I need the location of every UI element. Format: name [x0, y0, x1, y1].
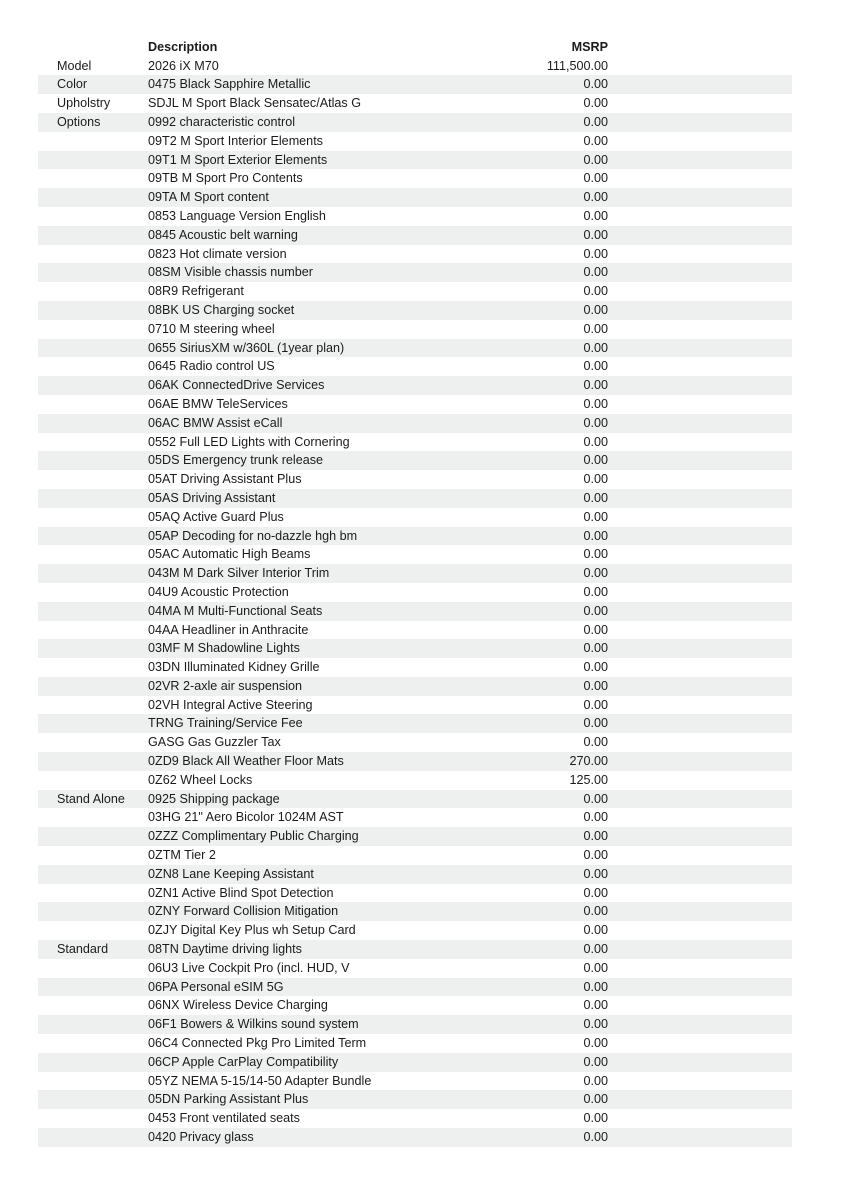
row-description: 06F1 Bowers & Wilkins sound system [148, 1017, 359, 1032]
row-msrp: 0.00 [583, 716, 608, 731]
row-msrp: 0.00 [583, 641, 608, 656]
row-description: 0ZD9 Black All Weather Floor Mats [148, 754, 344, 769]
row-section-label: Color [57, 77, 88, 92]
row-msrp: 0.00 [583, 114, 608, 129]
row-msrp: 125.00 [569, 772, 608, 787]
row-msrp: 0.00 [583, 321, 608, 336]
table-row [38, 771, 792, 790]
row-description: 06PA Personal eSIM 5G [148, 979, 284, 994]
row-msrp: 0.00 [583, 171, 608, 186]
table-row [38, 921, 792, 940]
table-row [38, 357, 792, 376]
row-msrp: 0.00 [583, 1036, 608, 1051]
row-description: 0552 Full LED Lights with Cornering [148, 434, 350, 449]
row-description: 0ZZZ Complimentary Public Charging [148, 829, 359, 844]
table-row [38, 865, 792, 884]
row-msrp: 0.00 [583, 77, 608, 92]
row-description: 05YZ NEMA 5-15/14-50 Adapter Bundle [148, 1073, 372, 1088]
row-msrp: 0.00 [583, 584, 608, 599]
table-row [38, 978, 792, 997]
table-row [38, 113, 792, 132]
row-description: TRNG Training/Service Fee [148, 716, 303, 731]
row-msrp: 0.00 [583, 152, 608, 167]
row-description: 0Z62 Wheel Locks [148, 772, 253, 787]
row-msrp: 111,500.00 [546, 58, 608, 73]
row-description: 0710 M steering wheel [148, 321, 275, 336]
row-msrp: 0.00 [583, 1017, 608, 1032]
table-row [38, 57, 792, 76]
row-msrp: 0.00 [583, 697, 608, 712]
row-msrp: 0.00 [583, 96, 608, 111]
row-description: 05DS Emergency trunk release [148, 453, 323, 468]
row-description: 09TA M Sport content [148, 190, 269, 205]
table-row [38, 884, 792, 903]
row-description: 0420 Privacy glass [148, 1130, 254, 1145]
table-row [38, 226, 792, 245]
row-msrp: 0.00 [583, 885, 608, 900]
row-msrp: 0.00 [583, 378, 608, 393]
row-msrp: 0.00 [583, 547, 608, 562]
table-row [38, 1090, 792, 1109]
row-msrp: 0.00 [583, 472, 608, 487]
row-msrp: 0.00 [583, 866, 608, 881]
row-msrp: 0.00 [583, 1111, 608, 1126]
row-msrp: 0.00 [583, 1054, 608, 1069]
row-msrp: 0.00 [583, 829, 608, 844]
table-row [38, 508, 792, 527]
table-row [38, 545, 792, 564]
row-description: 0992 characteristic control [148, 114, 295, 129]
table-row [38, 902, 792, 921]
row-msrp: 0.00 [583, 246, 608, 261]
row-msrp: 0.00 [583, 848, 608, 863]
row-description: 02VR 2-axle air suspension [148, 678, 303, 693]
row-description: 06AK ConnectedDrive Services [148, 378, 325, 393]
row-msrp: 0.00 [583, 265, 608, 280]
row-description: 03DN Illuminated Kidney Grille [148, 660, 320, 675]
table-row [38, 790, 792, 809]
table-row [38, 94, 792, 113]
row-msrp: 0.00 [583, 904, 608, 919]
row-msrp: 0.00 [583, 660, 608, 675]
row-msrp: 0.00 [583, 208, 608, 223]
row-msrp: 0.00 [583, 415, 608, 430]
table-row [38, 263, 792, 282]
row-msrp: 0.00 [583, 960, 608, 975]
row-description: 0845 Acoustic belt warning [148, 227, 298, 242]
row-msrp: 0.00 [583, 735, 608, 750]
row-description: 04U9 Acoustic Protection [148, 584, 289, 599]
table-row [38, 1053, 792, 1072]
row-msrp: 0.00 [583, 998, 608, 1013]
table-row [38, 940, 792, 959]
column-header-msrp: MSRP [571, 39, 608, 54]
row-msrp: 0.00 [583, 359, 608, 374]
row-msrp: 0.00 [583, 678, 608, 693]
row-description: 0ZNY Forward Collision Mitigation [148, 904, 339, 919]
row-msrp: 0.00 [583, 133, 608, 148]
row-description: 08SM Visible chassis number [148, 265, 313, 280]
row-msrp: 0.00 [583, 190, 608, 205]
table-row [38, 489, 792, 508]
row-description: 2026 iX M70 [148, 58, 219, 73]
row-msrp: 0.00 [583, 1092, 608, 1107]
table-row [38, 395, 792, 414]
table-row [38, 451, 792, 470]
table-row [38, 151, 792, 170]
row-section-label: Standard [57, 942, 109, 957]
row-description: 0823 Hot climate version [148, 246, 287, 261]
row-description: 09TB M Sport Pro Contents [148, 171, 303, 186]
row-description: 0853 Language Version English [148, 208, 326, 223]
row-msrp: 270.00 [569, 754, 608, 769]
row-msrp: 0.00 [583, 566, 608, 581]
table-row [38, 207, 792, 226]
table-row [38, 808, 792, 827]
row-description: 0645 Radio control US [148, 359, 275, 374]
row-msrp: 0.00 [583, 434, 608, 449]
table-rows [38, 57, 792, 1147]
row-description: 05AQ Active Guard Plus [148, 509, 284, 524]
column-header-description: Description [148, 39, 218, 54]
table-row [38, 677, 792, 696]
row-description: 08BK US Charging socket [148, 302, 295, 317]
row-description: 04AA Headliner in Anthracite [148, 622, 309, 637]
table-row [38, 827, 792, 846]
row-msrp: 0.00 [583, 340, 608, 355]
row-description: 02VH Integral Active Steering [148, 697, 313, 712]
row-description: 0475 Black Sapphire Metallic [148, 77, 311, 92]
table-row [38, 75, 792, 94]
table-row [38, 132, 792, 151]
row-msrp: 0.00 [583, 791, 608, 806]
row-description: GASG Gas Guzzler Tax [148, 735, 281, 750]
table-row [38, 433, 792, 452]
table-row [38, 301, 792, 320]
table-row [38, 602, 792, 621]
row-description: 0ZJY Digital Key Plus wh Setup Card [148, 923, 356, 938]
row-description: 05AC Automatic High Beams [148, 547, 311, 562]
table-header [38, 38, 792, 57]
row-msrp: 0.00 [583, 453, 608, 468]
row-description: 04MA M Multi-Functional Seats [148, 603, 323, 618]
row-msrp: 0.00 [583, 942, 608, 957]
table-row [38, 376, 792, 395]
row-msrp: 0.00 [583, 1073, 608, 1088]
table-row [38, 639, 792, 658]
table-row [38, 188, 792, 207]
table-row [38, 696, 792, 715]
table-row [38, 1034, 792, 1053]
row-msrp: 0.00 [583, 979, 608, 994]
table-row [38, 527, 792, 546]
row-msrp: 0.00 [583, 1130, 608, 1145]
row-description: 05AT Driving Assistant Plus [148, 472, 302, 487]
table-row [38, 1015, 792, 1034]
table-row [38, 245, 792, 264]
row-description: 0ZTM Tier 2 [148, 848, 216, 863]
table-row [38, 846, 792, 865]
row-description: 09T2 M Sport Interior Elements [148, 133, 323, 148]
row-description: SDJL M Sport Black Sensatec/Atlas G [148, 96, 362, 111]
table-row [38, 564, 792, 583]
row-description: 09T1 M Sport Exterior Elements [148, 152, 328, 167]
row-description: 06U3 Live Cockpit Pro (incl. HUD, V [148, 960, 350, 975]
row-msrp: 0.00 [583, 227, 608, 242]
row-msrp: 0.00 [583, 302, 608, 317]
row-description: 0ZN1 Active Blind Spot Detection [148, 885, 334, 900]
row-description: 06CP Apple CarPlay Compatibility [148, 1054, 339, 1069]
table-row [38, 621, 792, 640]
row-description: 06AC BMW Assist eCall [148, 415, 283, 430]
spec-sheet-table [38, 38, 792, 1147]
table-row [38, 470, 792, 489]
table-row [38, 320, 792, 339]
row-section-label: Upholstry [57, 96, 111, 111]
table-row [38, 1109, 792, 1128]
row-description: 08R9 Refrigerant [148, 284, 244, 299]
row-description: 0453 Front ventilated seats [148, 1111, 300, 1126]
table-row [38, 282, 792, 301]
row-description: 06NX Wireless Device Charging [148, 998, 328, 1013]
row-description: 05AP Decoding for no-dazzle hgh bm [148, 528, 358, 543]
table-row [38, 752, 792, 771]
row-msrp: 0.00 [583, 509, 608, 524]
row-msrp: 0.00 [583, 810, 608, 825]
row-msrp: 0.00 [583, 284, 608, 299]
row-section-label: Stand Alone [57, 791, 125, 806]
row-description: 0655 SiriusXM w/360L (1year plan) [148, 340, 345, 355]
table-row [38, 583, 792, 602]
table-row [38, 959, 792, 978]
row-section-label: Options [57, 114, 101, 129]
row-msrp: 0.00 [583, 396, 608, 411]
row-description: 08TN Daytime driving lights [148, 942, 302, 957]
table-row [38, 714, 792, 733]
table-row [38, 658, 792, 677]
row-description: 05DN Parking Assistant Plus [148, 1092, 309, 1107]
table-row [38, 169, 792, 188]
row-description: 043M M Dark Silver Interior Trim [148, 566, 330, 581]
row-description: 0ZN8 Lane Keeping Assistant [148, 866, 314, 881]
row-description: 0925 Shipping package [148, 791, 280, 806]
table-row [38, 1128, 792, 1147]
table-row [38, 1072, 792, 1091]
row-description: 06C4 Connected Pkg Pro Limited Term [148, 1036, 367, 1051]
table-row [38, 339, 792, 358]
table-row [38, 733, 792, 752]
row-msrp: 0.00 [583, 528, 608, 543]
row-description: 06AE BMW TeleServices [148, 396, 288, 411]
row-section-label: Model [57, 58, 92, 73]
row-description: 03HG 21" Aero Bicolor 1024M AST [148, 810, 344, 825]
row-description: 05AS Driving Assistant [148, 490, 276, 505]
row-description: 03MF M Shadowline Lights [148, 641, 300, 656]
table-row [38, 414, 792, 433]
row-msrp: 0.00 [583, 603, 608, 618]
row-msrp: 0.00 [583, 622, 608, 637]
row-msrp: 0.00 [583, 490, 608, 505]
table-row [38, 996, 792, 1015]
row-msrp: 0.00 [583, 923, 608, 938]
